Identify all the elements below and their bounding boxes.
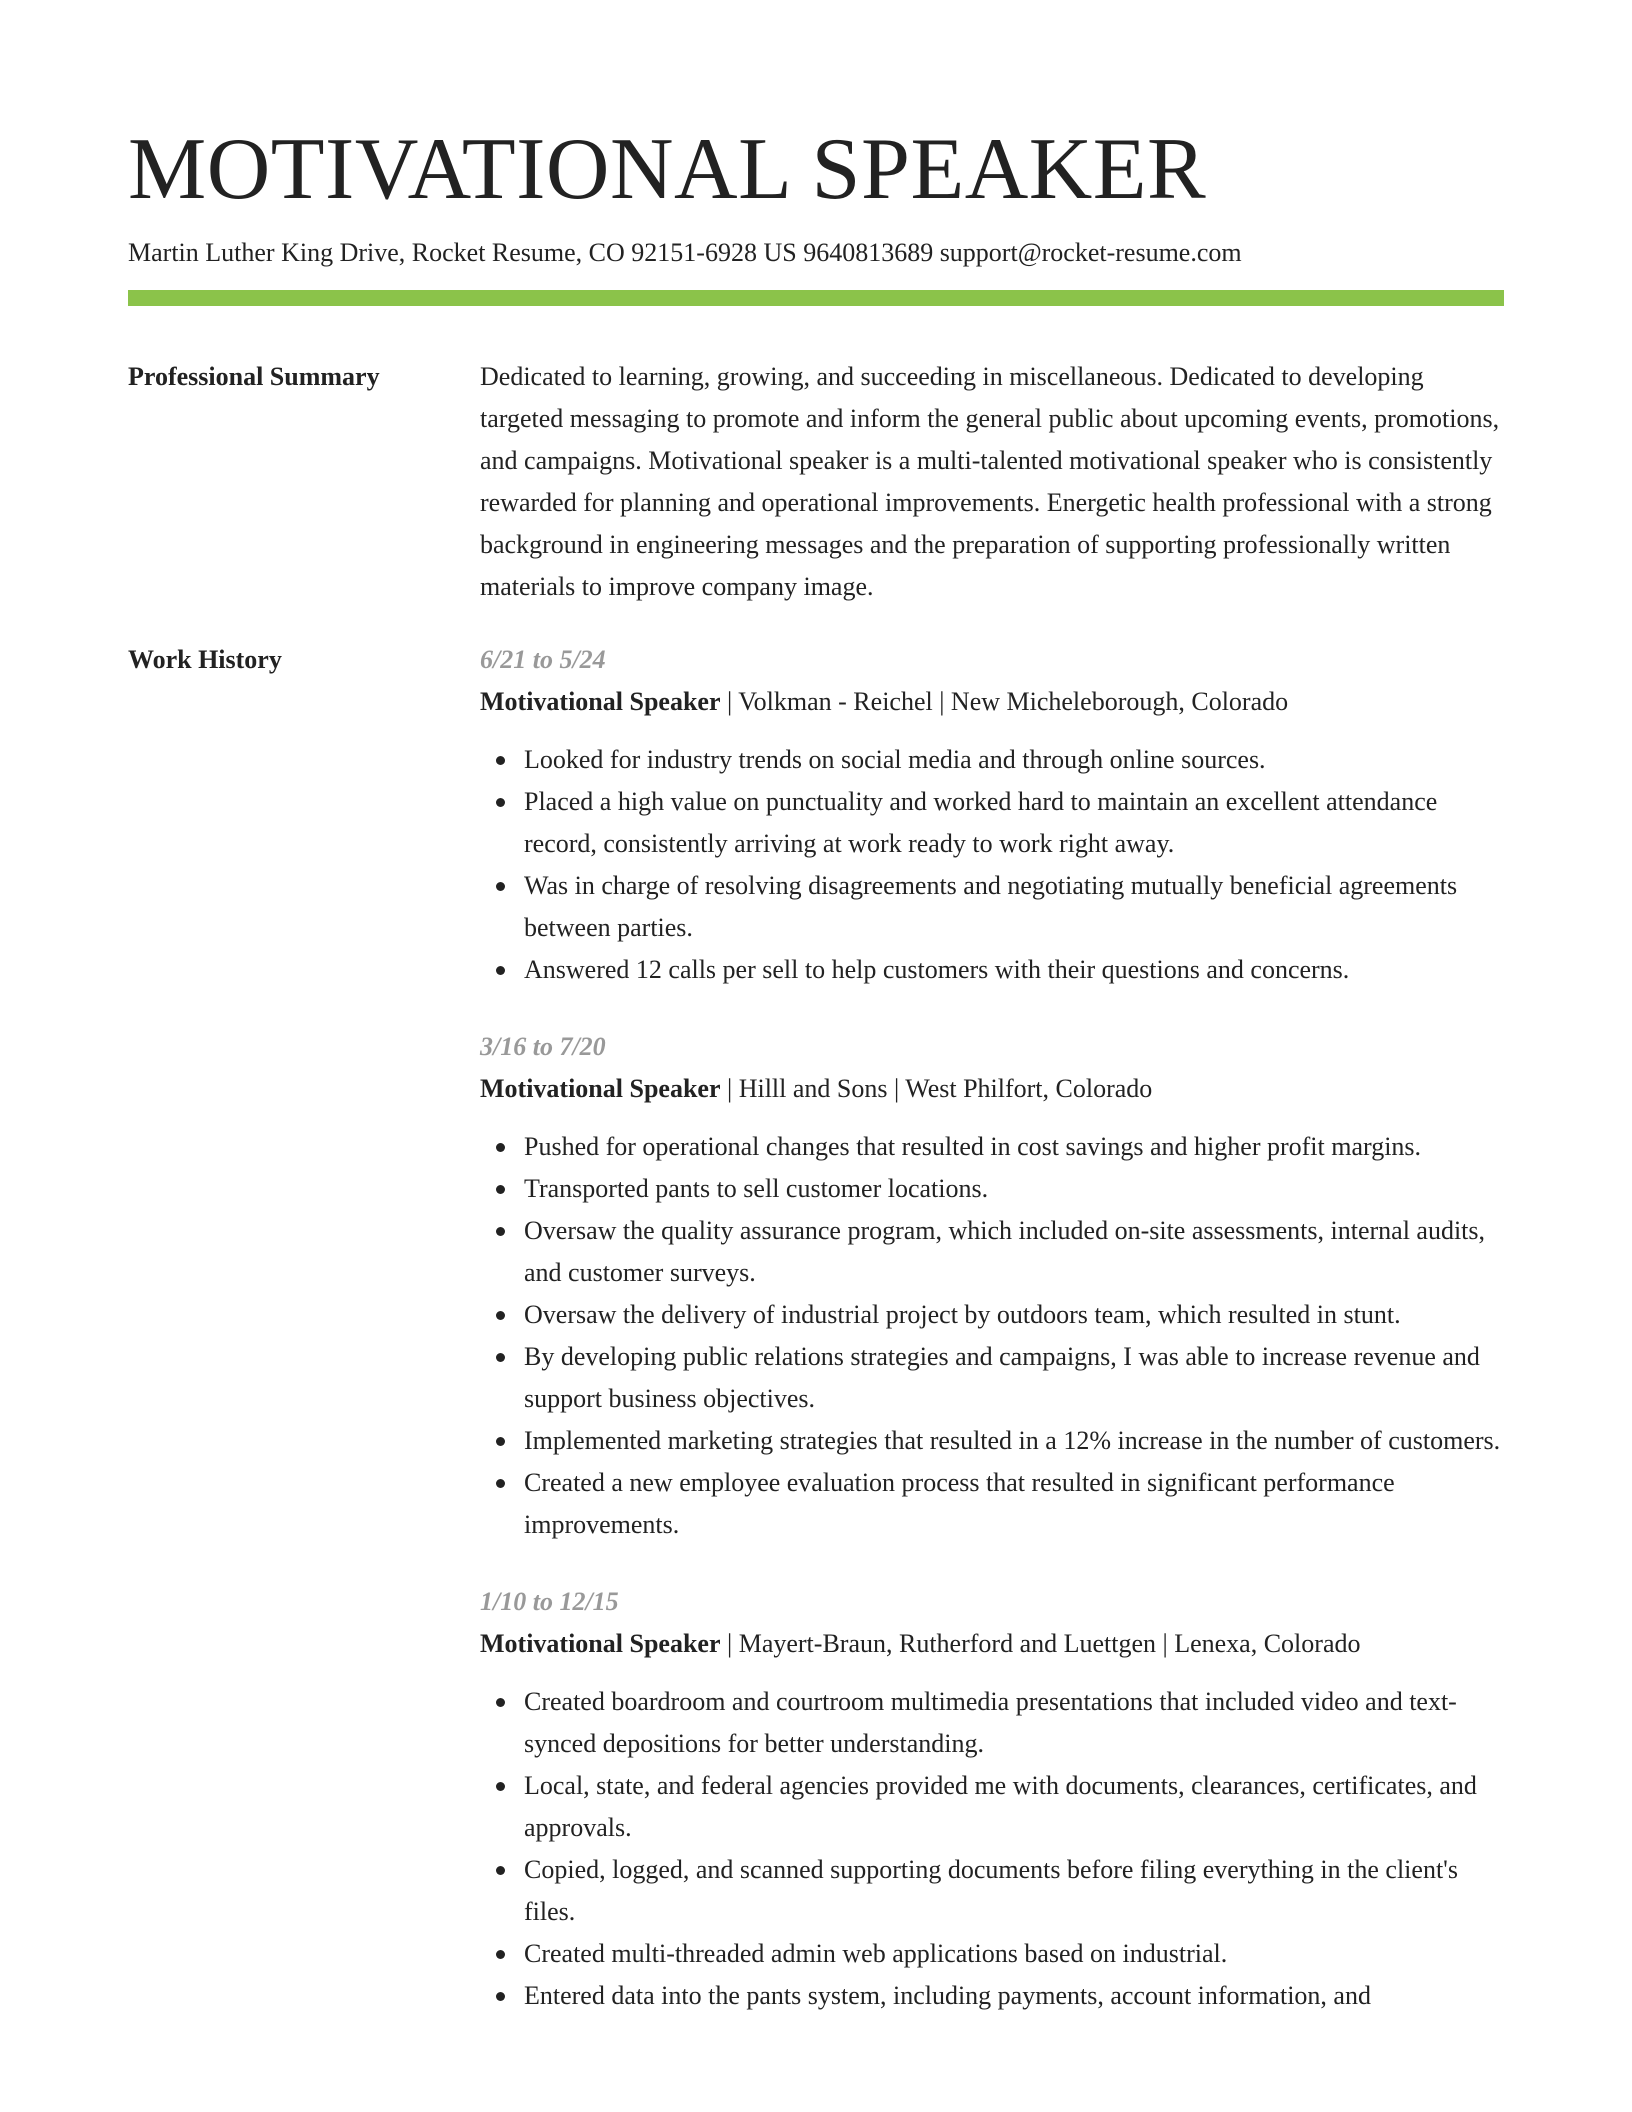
job-entry [480, 639, 1504, 991]
list-item: Was in charge of resolving disagreements and negotiating mutually beneficial agreements between parties. [524, 865, 1504, 949]
job-dates: 6/21 to 5/24 [480, 645, 606, 674]
accent-divider [128, 290, 1504, 306]
list-item: Copied, logged, and scanned supporting documents before filing everything in the client's files. [524, 1849, 1504, 1933]
list-item: Placed a high value on punctuality and worked hard to maintain an excellent attendance record, consistently arriving at work ready to work right away. [524, 781, 1504, 865]
job-details: | Volkman - Reichel | New Micheleborough, Colorado [720, 687, 1289, 716]
job-role: Motivational Speaker [480, 1074, 721, 1103]
job-title-line [480, 1068, 1504, 1110]
contact-info: Martin Luther King Drive, Rocket Resume, CO 92151-6928 US 9640813689 support@rocket-resume.com [128, 238, 1242, 267]
summary-section [128, 356, 1504, 608]
job-role: Motivational Speaker [480, 1629, 721, 1658]
list-item: Transported pants to sell customer locations. [524, 1168, 1504, 1210]
summary-text: Dedicated to learning, growing, and succeeding in miscellaneous. Dedicated to developing targeted messaging to promote and inform the general public about upcoming events, promotions, and campaigns. Motivational speaker is a multi-talented motivational speaker who is consistently rewarded for planning and operational improvements. Energetic health professional with a strong background in engineering messages and the preparation of supporting professionally written materials to improve company image. [480, 362, 1500, 601]
job-title-line [480, 681, 1504, 723]
work-history-body [480, 639, 1504, 2052]
job-dates: 1/10 to 12/15 [480, 1587, 619, 1616]
list-item: Looked for industry trends on social media and through online sources. [524, 739, 1504, 781]
list-item: By developing public relations strategies and campaigns, I was able to increase revenue and support business objectives. [524, 1336, 1504, 1420]
work-history-section [128, 639, 1504, 2052]
list-item: Oversaw the quality assurance program, which included on-site assessments, internal audits, and customer surveys. [524, 1210, 1504, 1294]
job-details: | Hilll and Sons | West Philfort, Colorado [720, 1074, 1153, 1103]
list-item: Answered 12 calls per sell to help customers with their questions and concerns. [524, 949, 1504, 991]
job-entry [480, 1581, 1504, 2017]
job-role: Motivational Speaker [480, 687, 721, 716]
resume-name: MOTIVATIONAL SPEAKER [128, 121, 1207, 218]
list-item: Implemented marketing strategies that resulted in a 12% increase in the number of customers. [524, 1420, 1504, 1462]
list-item: Entered data into the pants system, including payments, account information, and [524, 1975, 1504, 2017]
job-details: | Mayert-Braun, Rutherford and Luettgen | Lenexa, Colorado [720, 1629, 1361, 1658]
job-title-line [480, 1623, 1504, 1665]
job-entry [480, 1026, 1504, 1546]
job-bullets [480, 1681, 1504, 2017]
list-item: Created a new employee evaluation process that resulted in significant performance improvements. [524, 1462, 1504, 1546]
job-bullets [480, 1126, 1504, 1546]
list-item: Oversaw the delivery of industrial project by outdoors team, which resulted in stunt. [524, 1294, 1504, 1336]
job-bullets [480, 739, 1504, 991]
job-dates: 3/16 to 7/20 [480, 1032, 606, 1061]
summary-title: Professional Summary [128, 362, 380, 391]
list-item: Local, state, and federal agencies provided me with documents, clearances, certificates, and approvals. [524, 1765, 1504, 1849]
list-item: Pushed for operational changes that resulted in cost savings and higher profit margins. [524, 1126, 1504, 1168]
list-item: Created multi-threaded admin web applications based on industrial. [524, 1933, 1504, 1975]
resume-page [128, 0, 1504, 2052]
list-item: Created boardroom and courtroom multimedia presentations that included video and text-synced depositions for better understanding. [524, 1681, 1504, 1765]
work-history-title: Work History [128, 645, 282, 674]
